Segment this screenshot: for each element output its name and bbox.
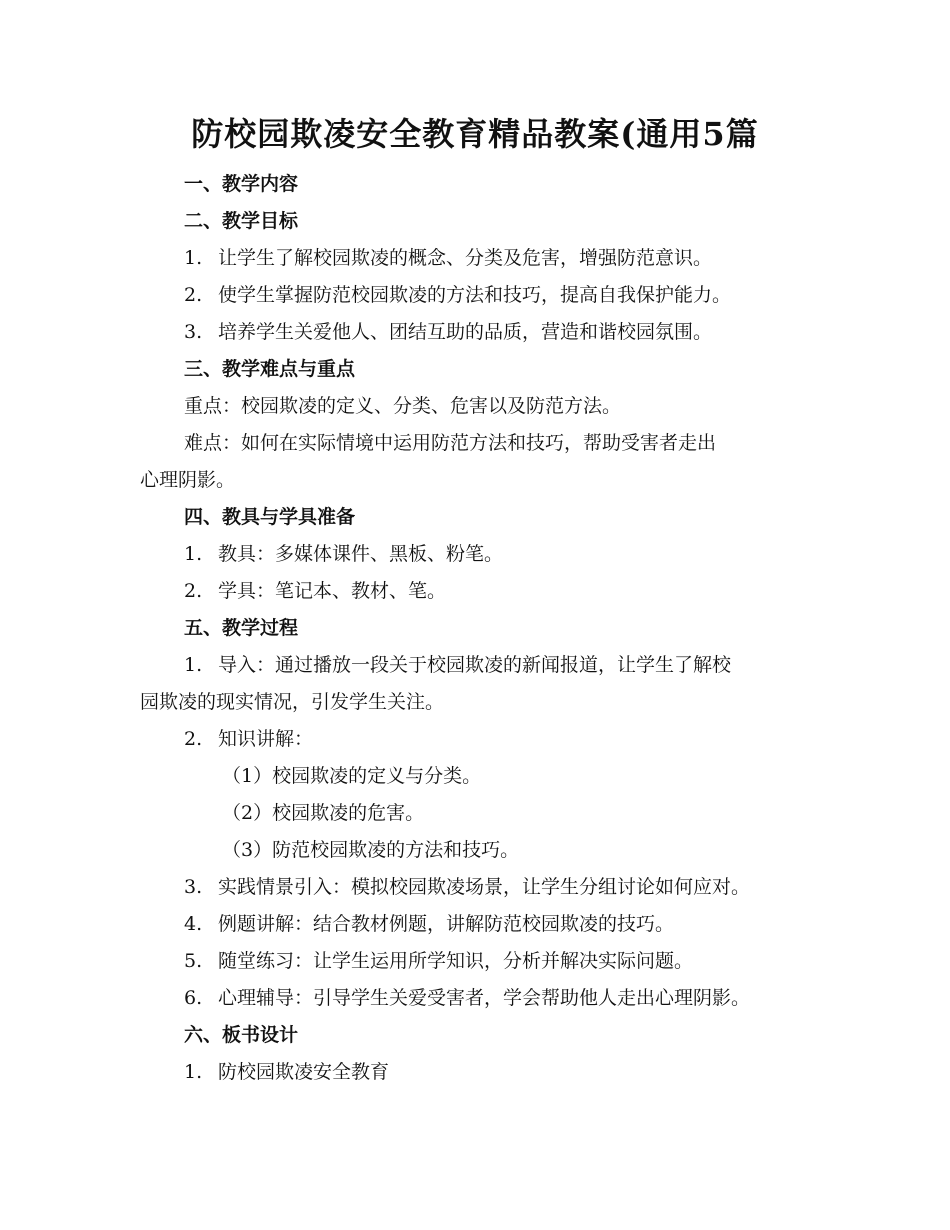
- item-text: 心理辅导：引导学生关爱受害者，学会帮助他人走出心理阴影。: [218, 987, 751, 1009]
- goal-item: [140, 240, 830, 277]
- board-item: [140, 1054, 830, 1091]
- sub-item: （2）校园欺凌的危害。: [222, 802, 425, 824]
- item-text: 培养学生关爱他人、团结互助的品质，营造和谐校园氛围。: [218, 321, 713, 343]
- item-number: 1.: [184, 654, 203, 676]
- item-number: 1.: [184, 247, 203, 269]
- item-number: 3.: [184, 321, 203, 343]
- tool-item: [140, 573, 830, 610]
- process-item: [140, 869, 830, 906]
- process-item-line1: [140, 647, 830, 684]
- section-heading-tools: 四、教具与学具准备: [184, 506, 356, 528]
- item-text: 例题讲解：结合教材例题，讲解防范校园欺凌的技巧。: [218, 913, 675, 935]
- item-number: 5.: [184, 950, 203, 972]
- process-item: [140, 943, 830, 980]
- key-point-text: 重点：校园欺凌的定义、分类、危害以及防范方法。: [184, 395, 622, 417]
- item-text: 导入：通过播放一段关于校园欺凌的新闻报道，让学生了解校: [218, 654, 732, 676]
- process-item: [140, 906, 830, 943]
- item-text: 防校园欺凌安全教育: [218, 1061, 390, 1083]
- item-text: 实践情景引入：模拟校园欺凌场景，让学生分组讨论如何应对。: [218, 876, 751, 898]
- item-text: 使学生掌握防范校园欺凌的方法和技巧，提高自我保护能力。: [218, 284, 732, 306]
- difficulty-text-line1: 难点：如何在实际情境中运用防范方法和技巧，帮助受害者走出: [184, 432, 717, 454]
- item-number: 2.: [184, 284, 203, 306]
- item-number: 2.: [184, 580, 203, 602]
- difficulty-text-line2: 心理阴影。: [140, 469, 236, 491]
- goal-item: [140, 314, 830, 351]
- section-heading-process: 五、教学过程: [184, 617, 299, 639]
- item-number: 2.: [184, 728, 203, 750]
- item-text: 教具：多媒体课件、黑板、粉笔。: [218, 543, 504, 565]
- section-heading-board: 六、板书设计: [184, 1024, 299, 1046]
- document-title: 防校园欺凌安全教育精品教案(通用5篇: [191, 115, 759, 153]
- sub-item: （1）校园欺凌的定义与分类。: [222, 765, 482, 787]
- section-heading-goals: 二、教学目标: [184, 210, 299, 232]
- item-text: 学具：笔记本、教材、笔。: [218, 580, 447, 602]
- section-heading-content: 一、教学内容: [184, 173, 299, 195]
- tool-item: [140, 536, 830, 573]
- goal-item: [140, 277, 830, 314]
- document-body: [140, 166, 830, 1091]
- item-number: 1.: [184, 1061, 203, 1083]
- process-item: [140, 980, 830, 1017]
- item-text: 随堂练习：让学生运用所学知识，分析并解决实际问题。: [218, 950, 694, 972]
- item-number: 4.: [184, 913, 203, 935]
- sub-item: （3）防范校园欺凌的方法和技巧。: [222, 839, 520, 861]
- section-heading-difficulties: 三、教学难点与重点: [184, 358, 356, 380]
- item-text: 让学生了解校园欺凌的概念、分类及危害，增强防范意识。: [218, 247, 713, 269]
- process-item-line2: 园欺凌的现实情况，引发学生关注。: [140, 691, 445, 713]
- item-text: 知识讲解：: [218, 728, 314, 750]
- item-number: 6.: [184, 987, 203, 1009]
- item-number: 3.: [184, 876, 203, 898]
- item-number: 1.: [184, 543, 203, 565]
- process-item: [140, 721, 830, 758]
